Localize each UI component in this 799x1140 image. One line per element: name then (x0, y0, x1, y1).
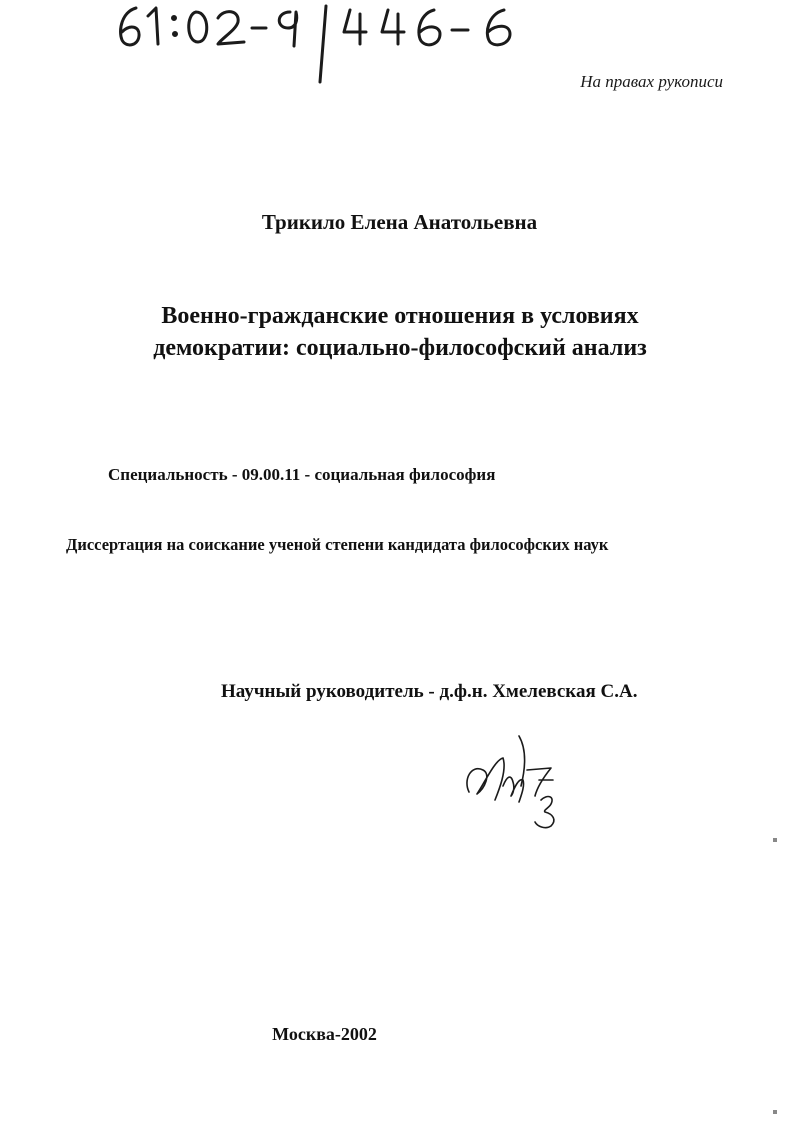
scan-edge-mark (773, 838, 777, 842)
supervisor-line: Научный руководитель - д.ф.н. Хмелевская С.А. (221, 681, 638, 702)
city-year: Москва-2002 (272, 1024, 377, 1044)
author-name: Трикило Елена Анатольевна (261, 210, 538, 234)
signature (455, 730, 575, 840)
degree-line: Диссертация на соискание ученой степени кандидата философских наук (66, 535, 609, 554)
specialty-line: Специальность - 09.00.11 - социальная философия (108, 465, 496, 484)
handwritten-registration-number (112, 0, 572, 90)
dissertation-title (60, 300, 740, 364)
rights-note: На правах рукописи (580, 72, 723, 91)
title-line-1: Военно-гражданские отношения в условиях (161, 303, 639, 329)
title-line-2: демократии: социально-философский анализ (153, 335, 647, 361)
scan-edge-mark (773, 1110, 777, 1114)
